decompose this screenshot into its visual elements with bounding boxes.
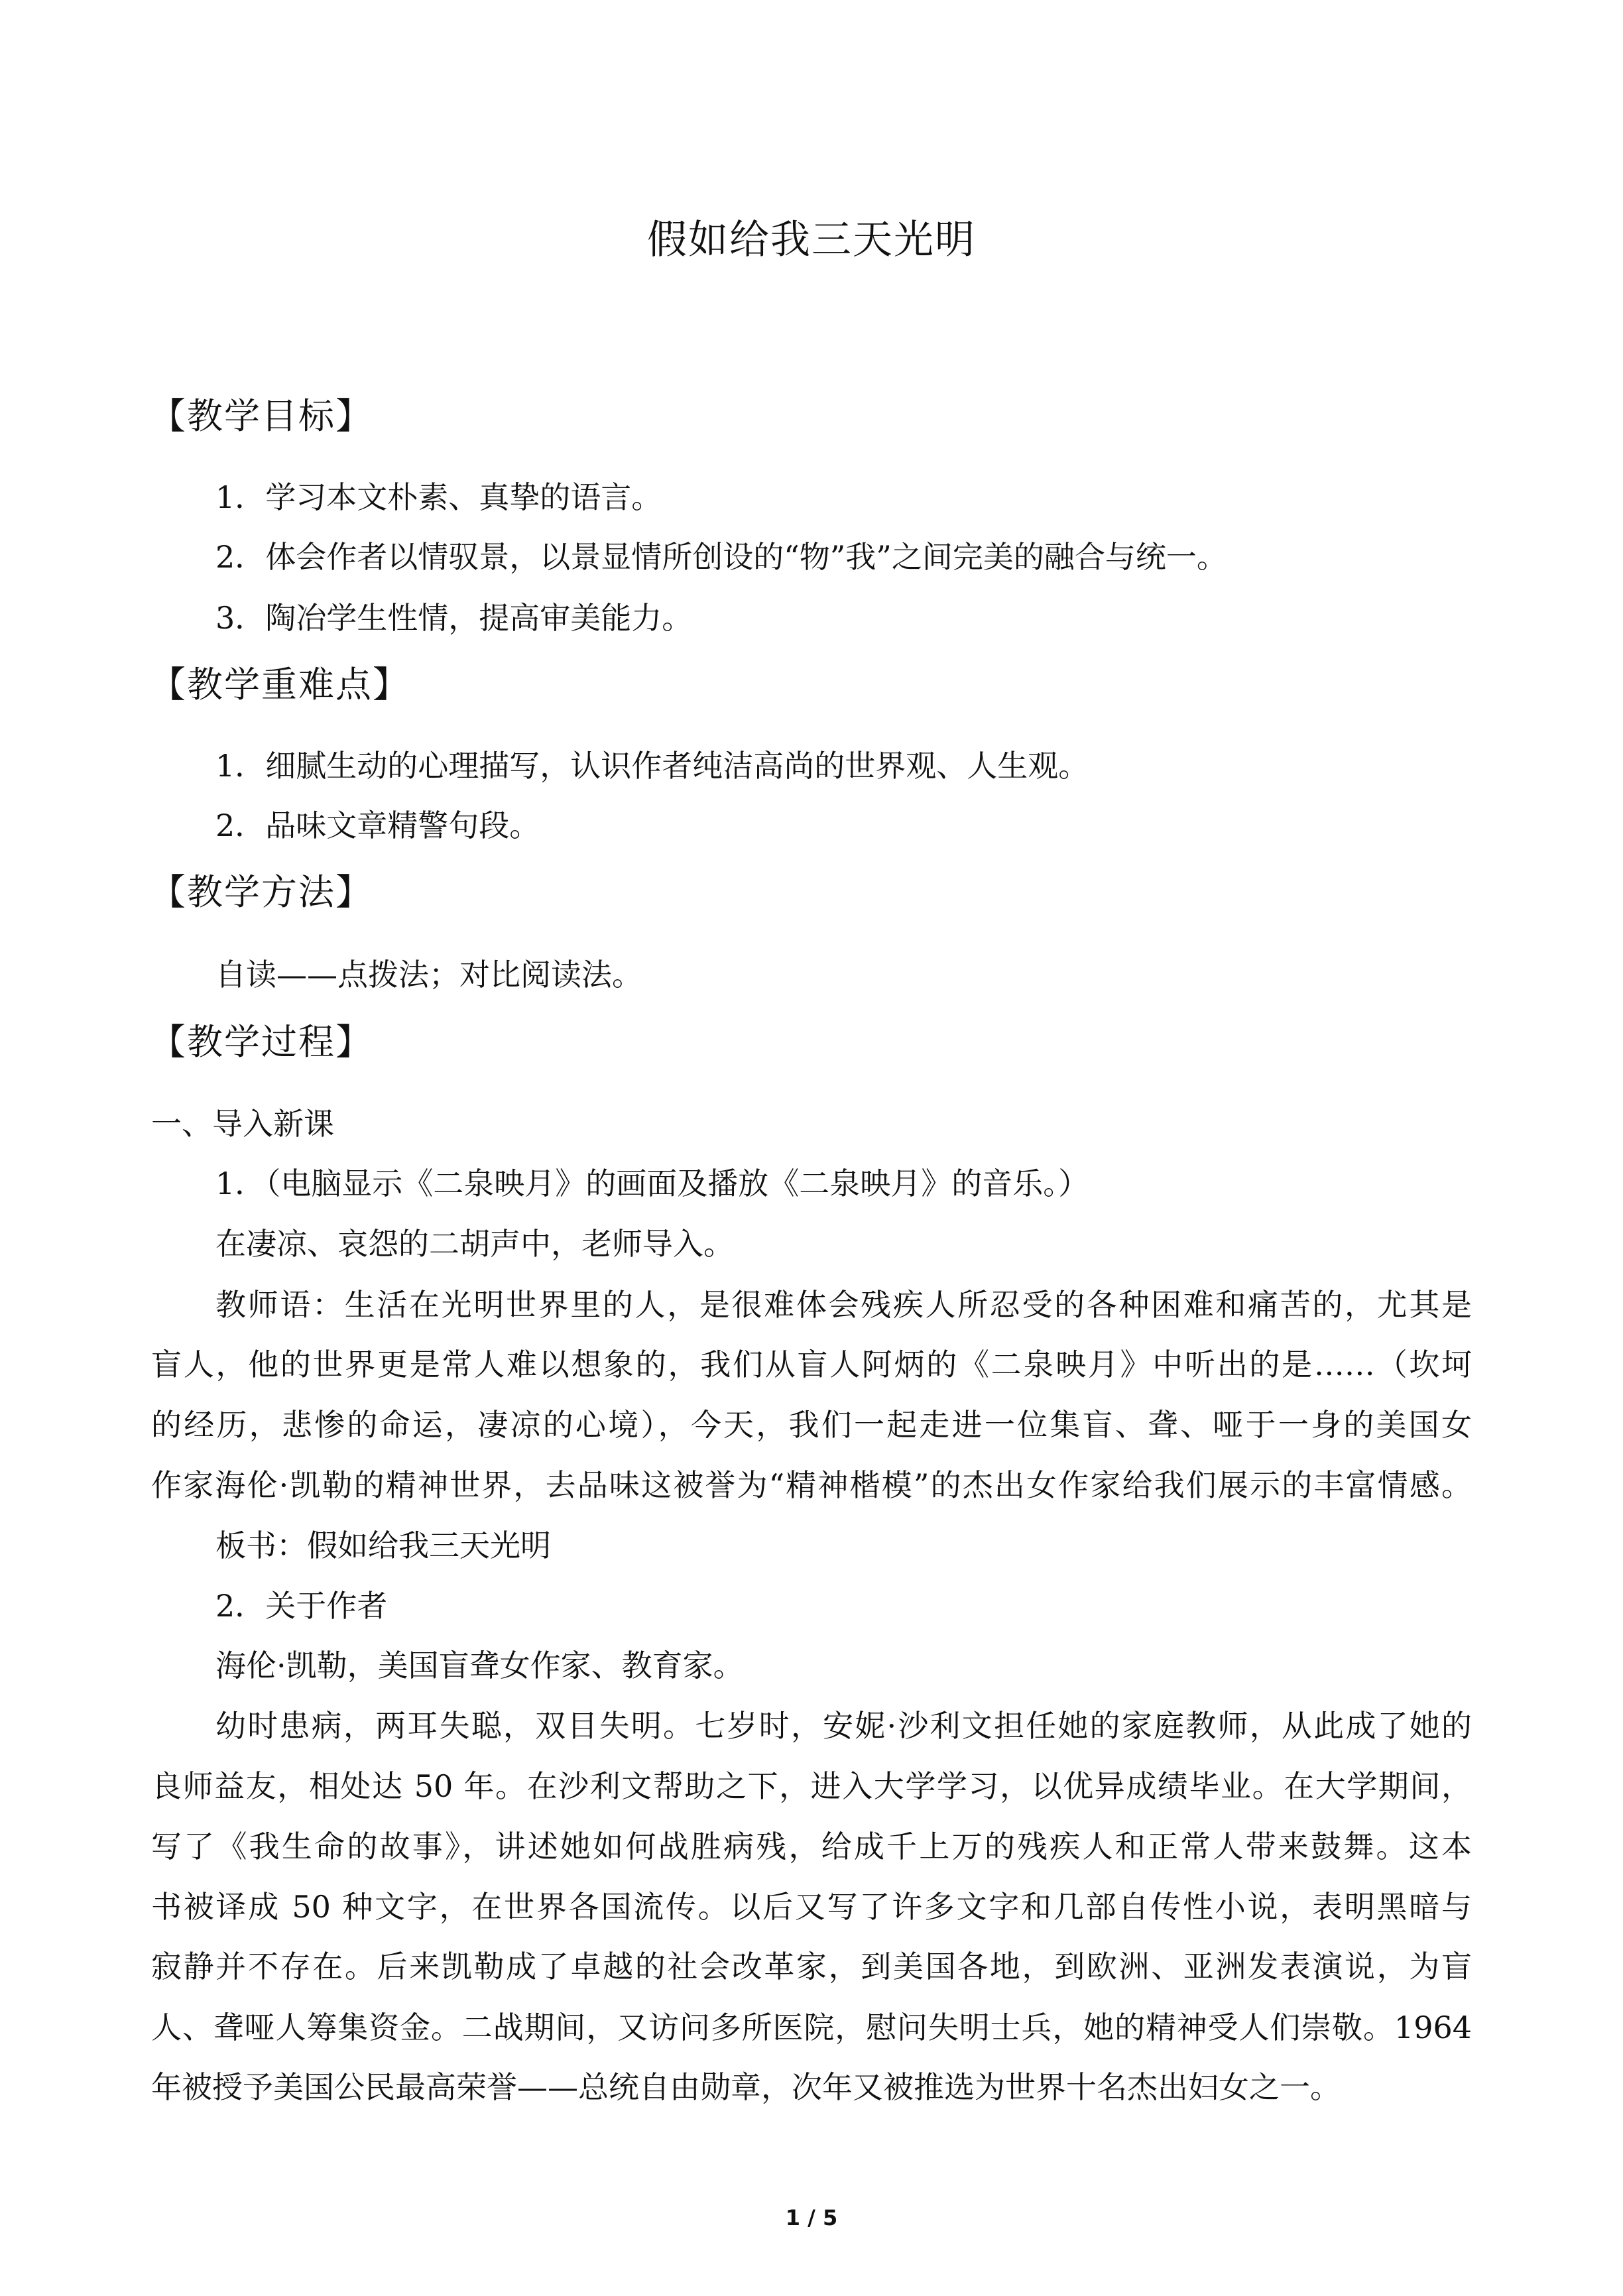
objective-item-1: 1．学习本文朴素、真挚的语言。 [215,479,662,515]
page-indicator: 1 / 5 [785,2205,838,2230]
process-line: 海伦·凯勒，美国盲聋女作家、教育家。 [215,1648,744,1683]
heading-key-points: 【教学重难点】 [150,664,410,705]
process-subheading: 一、导入新课 [151,1106,334,1142]
document-title: 假如给我三天光明 [647,217,976,263]
process-line: 在凄凉、哀怨的二胡声中，老师导入。 [215,1226,734,1262]
heading-methods: 【教学方法】 [150,871,373,913]
process-line: 作家海伦·凯勒的精神世界，去品味这被誉为“精神楷模”的杰出女作家给我们展示的丰富情感。 [151,1467,1472,1503]
process-line: 2．关于作者 [215,1588,388,1624]
key-point-item-1: 1．细腻生动的心理描写，认识作者纯洁高尚的世界观、人生观。 [215,748,1089,784]
process-line: 板书：假如给我三天光明 [215,1528,551,1563]
process-line: 良师益友，相处达 50 年。在沙利文帮助之下，进入大学学习，以优异成绩毕业。在大学期间， [151,1768,1472,1804]
process-line: 写了《我生命的故事》，讲述她如何战胜病残，给成千上万的残疾人和正常人带来鼓舞。这本 [151,1829,1472,1864]
key-point-item-2: 2．品味文章精警句段。 [215,808,540,843]
process-line: 盲人，他的世界更是常人难以想象的，我们从盲人阿炳的《二泉映月》中听出的是……（坎坷 [151,1347,1472,1382]
process-line: 幼时患病，两耳失聪，双目失明。七岁时，安妮·沙利文担任她的家庭教师，从此成了她的 [215,1708,1472,1744]
objective-item-3: 3．陶冶学生性情，提高审美能力。 [215,600,693,636]
process-line: 书被译成 50 种文字，在世界各国流传。以后又写了许多文字和几部自传性小说，表明黑暗与 [151,1889,1472,1925]
process-line: 的经历，悲惨的命运，凄凉的心境），今天，我们一起走进一位集盲、聋、哑于一身的美国女 [151,1407,1472,1443]
process-line: 教师语：生活在光明世界里的人，是很难体会残疾人所忍受的各种困难和痛苦的，尤其是 [215,1287,1472,1323]
heading-objectives: 【教学目标】 [150,395,373,437]
objective-item-2: 2．体会作者以情驭景，以景显情所创设的“物”我”之间完美的融合与统一。 [215,539,1227,575]
heading-process: 【教学过程】 [150,1021,373,1063]
method-item-1: 自读——点拨法；对比阅读法。 [215,957,642,993]
process-line: 1．（电脑显示《二泉映月》的画面及播放《二泉映月》的音乐。） [215,1166,1089,1201]
process-line: 人、聋哑人筹集资金。二战期间，又访问多所医院，慰问失明士兵，她的精神受人们崇敬。1964 [151,2010,1472,2045]
process-line: 年被授予美国公民最高荣誉——总统自由勋章，次年又被推选为世界十名杰出妇女之一。 [151,2069,1341,2105]
process-line: 寂静并不存在。后来凯勒成了卓越的社会改革家，到美国各地，到欧洲、亚洲发表演说，为盲 [151,1949,1472,1984]
